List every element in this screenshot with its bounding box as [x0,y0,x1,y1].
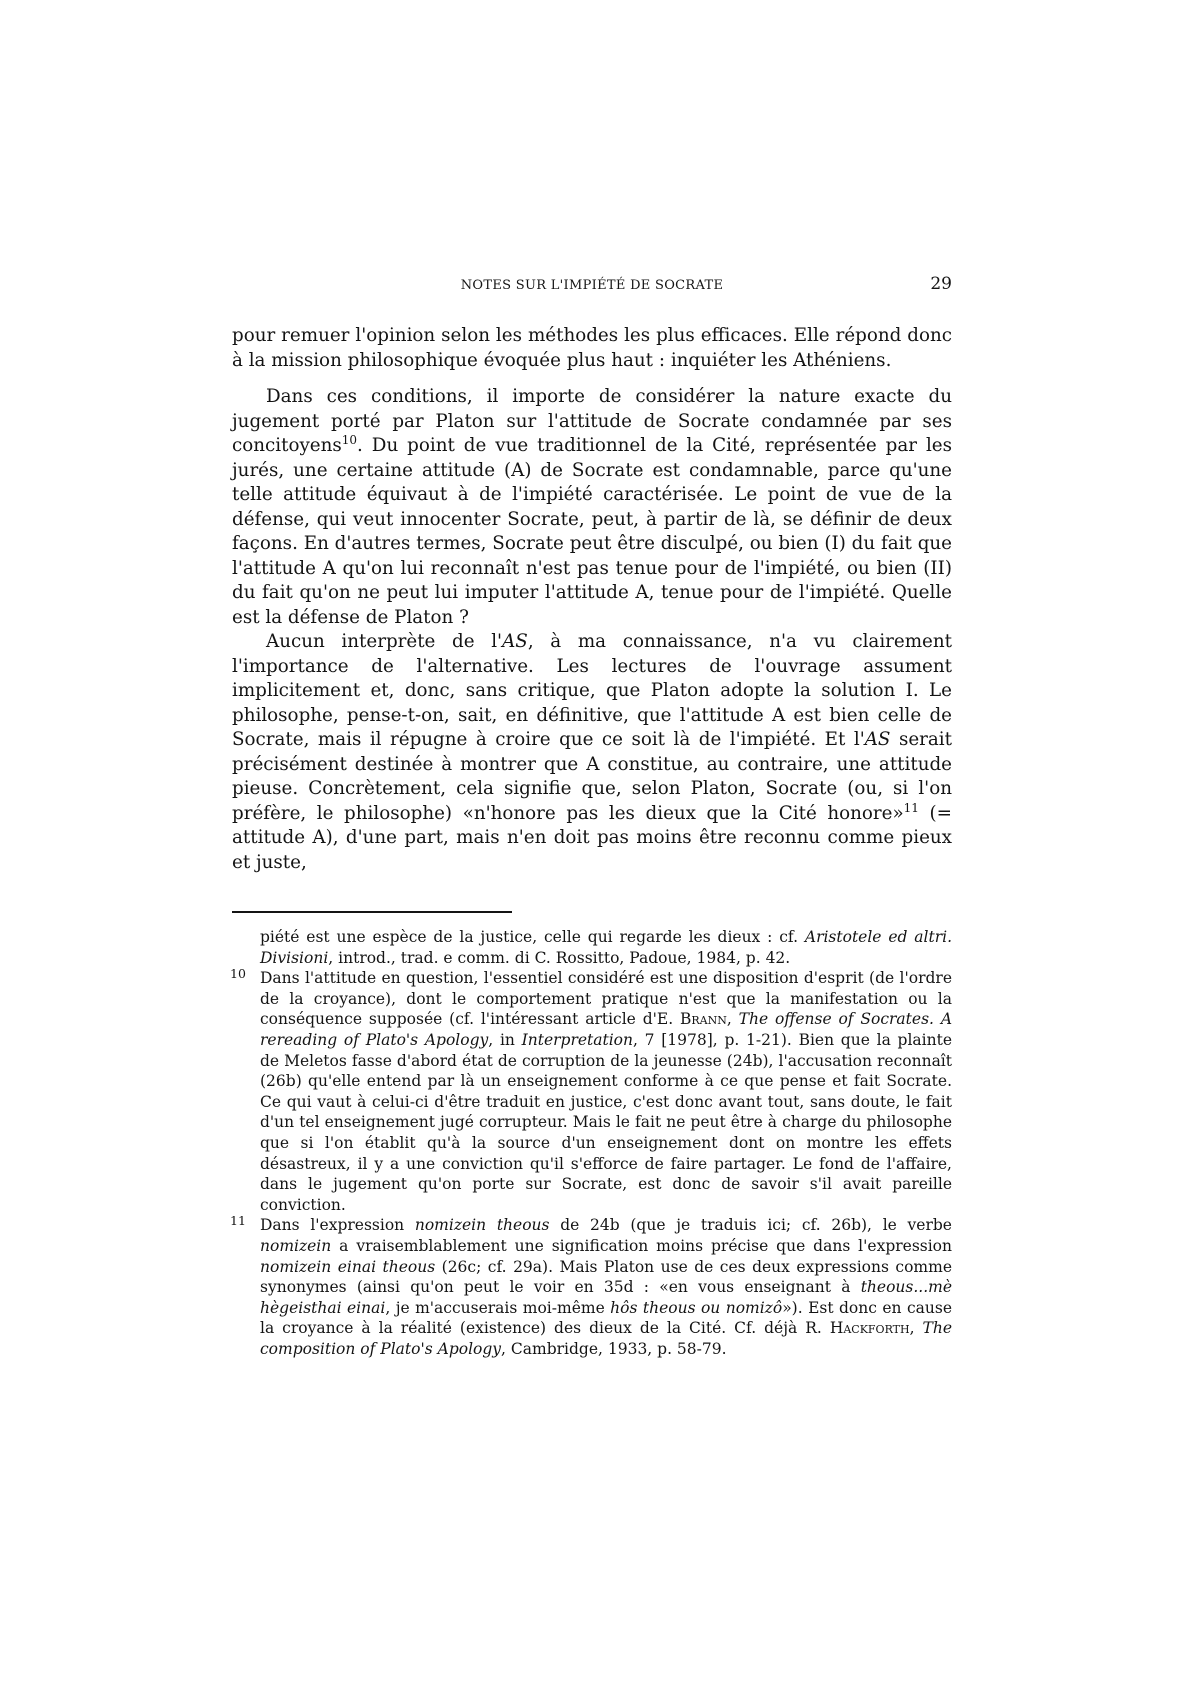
page [232,274,952,1359]
footnote-number: 11 [230,1213,246,1229]
running-header [232,274,952,300]
paragraph-2: Dans ces conditions, il importe de considérer la nature exacte du jugement porté par Platon sur l'attitude de Socrate condamnée par ses concitoyens$^{10}$. Du point de vue traditionnel de la Cité, représentée par les jurés, une certaine attitude (A) de Socrate est condamnable, parce qu'une telle attitude équivaut à de l'impiété caractérisée. Le point de vue de la défense, qui veut innocenter Socrate, peut, à partir de là, se définir de deux façons. En d'autres termes, Socrate peut être disculpé, ou bien (I) du fait que l'attitude A qu'on lui reconnaît n'est pas tenue pour de l'impiété, ou bien (II) du fait qu'on ne peut lui imputer l'attitude A, tenue pour de l'impiété. Quelle est la défense de Platon ? [232,386,952,628]
footnote-ref-10[interactable]: 10 [341,432,358,447]
footnotes [232,927,952,1359]
abbrev-as: AS [502,631,528,652]
footnote-11: 11 Dans l'expression nomizein theous de 24b (que je traduis ici; cf. 26b), le verbe nomizein a vraisemblablement une signification moins précise que dans l'expression nomizein einai theous (26c; cf. 29a). Mais Platon use de ces deux expressions comme synonymes (ainsi qu'on peut le voir en 35d : «en vous enseignant à theous...mè hègeisthai einai, je m'accuserais moi-même hôs theous ou nomizô»). Est donc en cause la croyance à la réalité (existence) des dieux de la Cité. Cf. déjà R. Hackforth, The composition of Plato's Apology, Cambridge, 1933, p. 58-79. [230,1213,952,1358]
paragraph-3: Aucun interprète de l'AS, à ma connaissance, n'a vu clairement l'importance de l'alternative. Les lectures de l'ouvrage assument implicitement et, donc, sans critique, que Platon adopte la solution I. Le philosophe, pense-t-on, sait, en définitive, que l'attitude A est bien celle de Socrate, mais il répugne à croire que ce soit là de l'impiété. Et l'AS serait précisément destinée à montrer que A constitue, au contraire, une attitude pieuse. Concrètement, cela signifie que, selon Platon, Socrate (ou, si l'on préfère, le philosophe) «n'honore pas les dieux que la Cité honore»$^{11}$ (= attitude A), d'une part, mais n'en doit pas moins être reconnu comme pieux et juste, [232,631,952,873]
abbrev-as: AS [864,729,891,750]
page-number: 29 [930,274,952,294]
footnote-continuation: piété est une espèce de la justice, celle qui regarde les dieux : cf. Aristotele ed altri. Divisioni, introd., trad. e comm. di C. Rossitto, Padoue, 1984, p. 42. [260,928,952,967]
footnote-number: 10 [230,966,246,982]
footnote-ref-11[interactable]: 11 [903,800,919,815]
footnote-rule [232,911,512,913]
main-text [232,324,952,875]
footnote-10: 10 Dans l'attitude en question, l'essentiel considéré est une disposition d'esprit (de l'ordre de la croyance), dont le comportement pratique n'est que la manifestation ou la conséquence supposée (cf. l'intéressant article d'E. Brann, The offense of Socrates. A rereading of Plato's Apology, in Interpretation, 7 [1978], p. 1-21). Bien que la plainte de Meletos fasse d'abord état de corruption de la jeunesse (24b), l'accusation reconnaît (26b) qu'elle entend par là un enseignement conforme à ce que pense et fait Socrate. Ce qui vaut à celui-ci d'être traduit en justice, c'est donc avant tout, sans doute, le fait d'un tel enseignement jugé corrupteur. Mais le fait ne peut être à charge du philosophe que si l'on établit qu'à la source d'un enseignement dont on montre les effets désastreux, il y a une conviction qu'il s'efforce de faire partager. Le fond de l'affaire, dans le jugement qu'on porte sur Socrate, est donc de savoir s'il avait pareille conviction. [230,966,953,1214]
running-title: NOTES SUR L'IMPIÉTÉ DE SOCRATE [460,278,724,293]
paragraph-1: pour remuer l'opinion selon les méthodes les plus efficaces. Elle répond donc à la mission philosophique évoquée plus haut : inquiéter les Athéniens. [232,325,952,371]
